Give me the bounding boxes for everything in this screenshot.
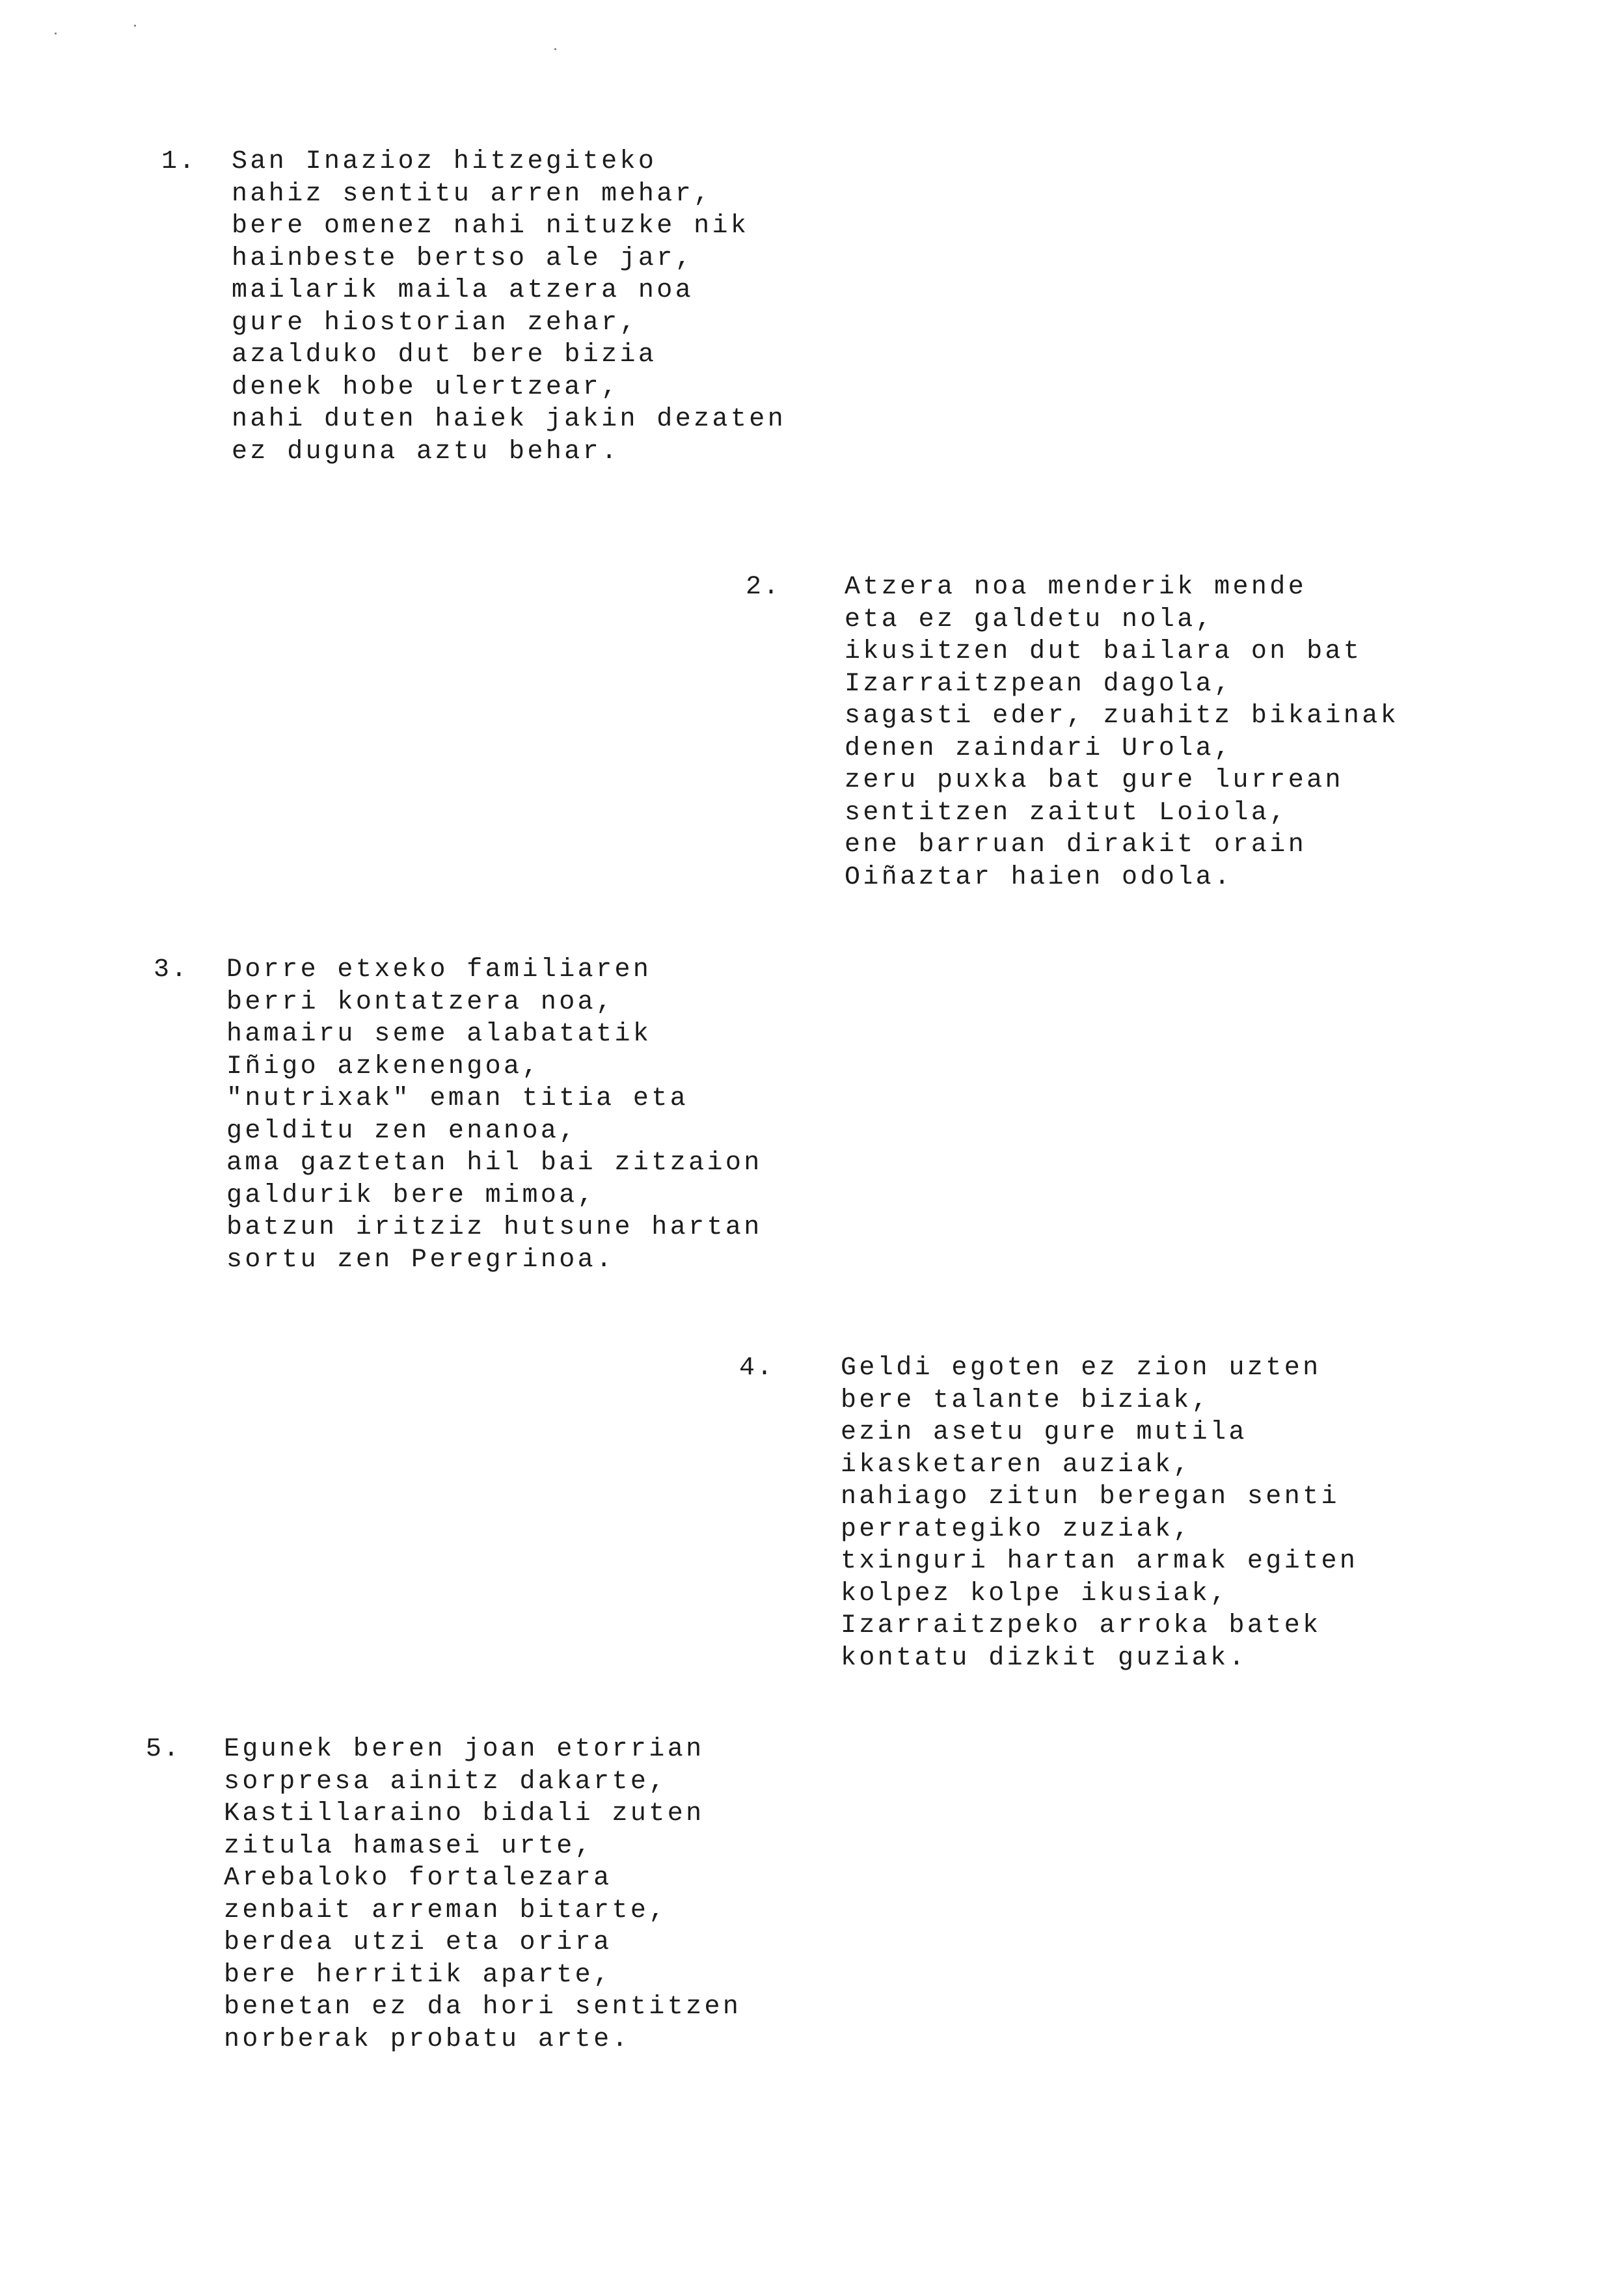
verse-line: nahi duten haiek jakin dezaten (232, 405, 787, 434)
verse-line: ezin asetu gure mutila (841, 1418, 1247, 1447)
verse-line: Egunek beren joan etorrian (224, 1735, 705, 1764)
verse-line: norberak probatu arte. (224, 2024, 630, 2054)
stanza-number: 3. (154, 955, 189, 985)
verse-line: berri kontatzera noa, (226, 987, 615, 1017)
verse-line: San Inazioz hitzegiteko (232, 147, 657, 176)
verse-line: gelditu zen enanoa, (226, 1116, 578, 1146)
verse-line: txinguri hartan armak egiten (841, 1547, 1359, 1576)
stanza-lines (841, 1352, 1358, 1674)
stanza-lines (224, 1733, 741, 2056)
verse-line: ikasketaren auziak, (841, 1450, 1192, 1480)
verse-line: ene barruan dirakit orain (845, 830, 1307, 860)
stanza-number: 1. (161, 147, 197, 176)
stanza-lines (232, 146, 786, 468)
verse-line: Iñigo azkenengoa, (226, 1052, 541, 1081)
scan-speck (134, 25, 136, 27)
verse-line: "nutrixak" eman titia eta (226, 1084, 689, 1113)
verse-line: ez duguna aztu behar. (232, 437, 620, 467)
verse-line: denek hobe ulertzear, (232, 372, 620, 402)
verse-line: zeru puxka bat gure lurrean (845, 766, 1344, 795)
verse-line: Izarraitzpeko arroka batek (841, 1611, 1321, 1640)
verse-line: mailarik maila atzera noa (232, 276, 694, 305)
verse-line: sorpresa ainitz dakarte, (224, 1767, 668, 1797)
verse-line: bere talante biziak, (841, 1385, 1211, 1415)
verse-line: Arebaloko fortalezara (224, 1864, 612, 1893)
verse-line: perrategiko zuziak, (841, 1514, 1192, 1544)
verse-line: galdurik bere mimoa, (226, 1180, 597, 1210)
stanza-lines (226, 954, 763, 1276)
verse-line: hainbeste bertso ale jar, (232, 243, 694, 273)
stanza-number: 2. (746, 573, 781, 602)
verse-line: bere herritik aparte, (224, 1960, 612, 1990)
scan-speck (55, 33, 57, 34)
verse-line: eta ez galdetu nola, (845, 604, 1215, 634)
stanza-number: 5. (146, 1735, 182, 1764)
verse-line: sagasti eder, zuahitz bikainak (845, 701, 1400, 731)
verse-line: nahiz sentitu arren mehar, (232, 179, 712, 209)
verse-line: Dorre etxeko familiaren (226, 955, 652, 985)
verse-line: azalduko dut bere bizia (232, 340, 657, 370)
verse-line: Atzera noa menderik mende (845, 573, 1307, 602)
verse-line: benetan ez da hori sentitzen (224, 1992, 742, 2022)
verse-line: Geldi egoten ez zion uzten (841, 1353, 1321, 1383)
verse-line: kontatu dizkit guziak. (841, 1643, 1247, 1673)
verse-line: berdea utzi eta orira (224, 1928, 612, 1957)
scan-speck (554, 48, 556, 50)
verse-line: nahiago zitun beregan senti (841, 1482, 1340, 1512)
verse-line: sortu zen Peregrinoa. (226, 1245, 615, 1275)
verse-line: gure hiostorian zehar, (232, 308, 638, 338)
verse-line: kolpez kolpe ikusiak, (841, 1579, 1229, 1609)
verse-line: zenbait arreman bitarte, (224, 1895, 668, 1925)
stanza-number: 4. (739, 1353, 775, 1383)
verse-line: batzun iritziz hutsune hartan (226, 1213, 763, 1242)
verse-line: denen zaindari Urola, (845, 733, 1233, 763)
verse-line: sentitzen zaitut Loiola, (845, 798, 1288, 828)
verse-line: Izarraitzpean dagola, (845, 669, 1233, 699)
verse-line: hamairu seme alabatatik (226, 1020, 652, 1049)
verse-line: Kastillaraino bidali zuten (224, 1799, 705, 1828)
verse-line: ikusitzen dut bailara on bat (845, 637, 1362, 666)
verse-line: Oiñaztar haien odola. (845, 862, 1233, 892)
verse-line: zitula hamasei urte, (224, 1831, 594, 1861)
verse-line: bere omenez nahi nituzke nik (232, 211, 750, 241)
verse-line: ama gaztetan hil bai zitzaion (226, 1148, 763, 1178)
stanza-lines (845, 571, 1399, 893)
